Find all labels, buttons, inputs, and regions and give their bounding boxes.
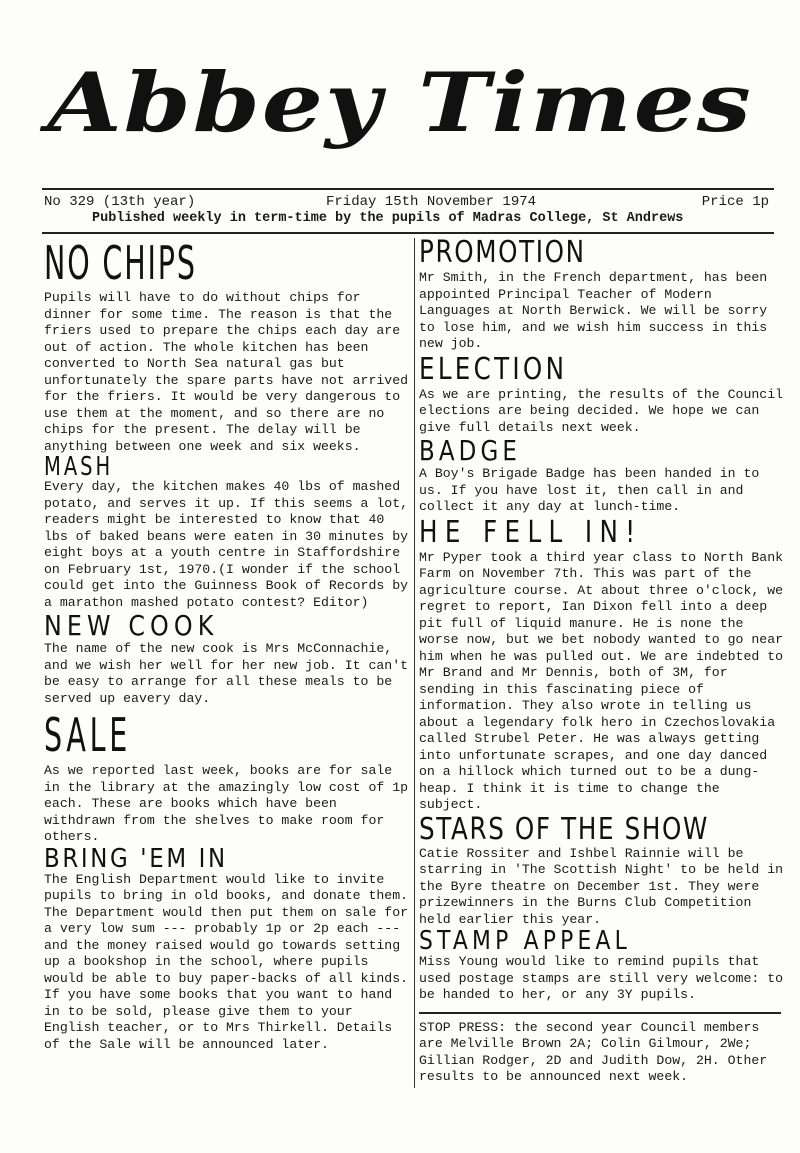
article-badge: A Boy's Brigade Badge has been handed in to us. If you have lost it, then call in and collect it any day at lunch-time. — [419, 466, 760, 514]
article-mash: Every day, the kitchen makes 40 lbs of mashed potato, and serves it up. If this seems a lot, readers might be interested to know that 40 lbs of baked beans were eaten in 30 minutes by eight boys at a youth centre in Staffordshire on February 1st, 1970.(I wonder if the school could get into the Guinness Book of Records by a marathon mashed potato contest? Editor) — [44, 479, 409, 610]
article-bring-em-in: The English Department would like to invite pupils to bring in old books, and donate them. The Department would then put them on sale for a very low sum --- probably 1p or 2p each --- and the money raised would go towards setting up a bookshop in the school, where pupils would be able to buy paper-backs of all kinds. If you have some books that you want to hand in to be sold, please give them to your English teacher, or to Mrs Thirkell. Details of the Sale will be announced later. — [44, 871, 409, 1052]
headline-new-cook: NEW COOK — [44, 609, 219, 642]
headline-bring-em-in: BRING 'EM IN — [44, 843, 228, 874]
issue-date: Friday 15th November 1974 — [326, 194, 537, 210]
article-no-chips: Pupils will have to do without chips for dinner for some time. The reason is that the friers used to prepare the chips each day are out of action. The whole kitchen has been converted to North Sea natural gas but unfortunately the spare parts have not arrived for the friers. It would be very dangerous to use them at the moment, and so there are no chips for the present. The delay will be anything between one week and six weeks. — [44, 290, 409, 454]
issue-line — [44, 192, 769, 212]
headline-badge: BADGE — [419, 434, 521, 467]
issue-price: Price 1p — [701, 194, 769, 210]
article-promotion: Mr Smith, in the French department, has been appointed Principal Teacher of Modern Languages at North Berwick. We will be sorry to lose him, and we wish him success in this new job. — [419, 270, 768, 351]
article-sale: As we reported last week, books are for sale in the library at the amazingly low cost of 1p each. These are books which have been withdrawn from the shelves to make room for others. — [44, 763, 409, 844]
headline-stamp-appeal: STAMP APPEAL — [419, 926, 631, 956]
masthead — [0, 28, 800, 178]
article-stamp-appeal: Miss Young would like to remind pupils that used postage stamps are still very welcome: to be handed to her, or any 3Y pupils. — [419, 954, 784, 1002]
stop-press-rule — [419, 1012, 781, 1014]
left-column — [44, 236, 412, 1053]
article-stars-of-the-show: Catie Rossiter and Ishbel Rainnie will be starring in 'The Scottish Night' to be held in the Byre theatre on December 1st. They were prizewinners in the Burns Club Competition held earlier this year. — [419, 845, 784, 927]
issue-number: No 329 (13th year) — [44, 194, 196, 210]
article-he-fell-in: Mr Pyper took a third year class to North Bank Farm on November 7th. This was part of the agriculture course. At about three o'clock, we regret to report, Ian Dixon fell into a deep pit full of liquid manure. He is none the worse now, but we bet nobody wanted to go near him when he was pulled out. We are indebted to Mr Brand and Mr Dennis, both of 3M, for sending in this fascinating piece of information. They also wrote in telling us about a legendary folk hero in Czechoslovakia called Strubel Peter. He was always getting into unfortunate scrapes, and one day danced on a hillock which turned out to be a dung-heap. I think it is time to change the subject. — [419, 549, 784, 812]
top-rule — [42, 188, 774, 190]
published-line: Published weekly in term-time by the pupils of Madras College, St Andrews — [92, 211, 684, 226]
stop-press: STOP PRESS: the second year Council members are Melville Brown 2A; Colin Gilmour, 2We; Gillian Rodger, 2D and Judith Dow, 2H. Other results to be announced next week. — [419, 1019, 768, 1084]
right-column — [419, 236, 784, 1086]
headline-promotion: PROMOTION — [419, 235, 586, 270]
headline-mash: MASH — [44, 452, 114, 482]
headline-no-chips: NO CHIPS — [44, 236, 197, 290]
column-divider — [414, 238, 415, 1088]
masthead-title: Abbey Times — [47, 54, 753, 151]
headline-election: ELECTION — [419, 351, 568, 387]
article-new-cook: The name of the new cook is Mrs McConnachie, and we wish her well for her new job. It can't be easy to arrange for all these meals to be served up eavery day. — [44, 641, 409, 706]
headline-he-fell-in: HE FELL IN! — [419, 514, 643, 550]
headline-sale: SALE — [44, 708, 131, 762]
headline-stars-of-the-show: STARS OF THE SHOW — [419, 811, 709, 847]
header-rule — [42, 232, 774, 234]
article-election: As we are printing, the results of the Council elections are being decided. We hope we can give full details next week. — [419, 386, 784, 435]
